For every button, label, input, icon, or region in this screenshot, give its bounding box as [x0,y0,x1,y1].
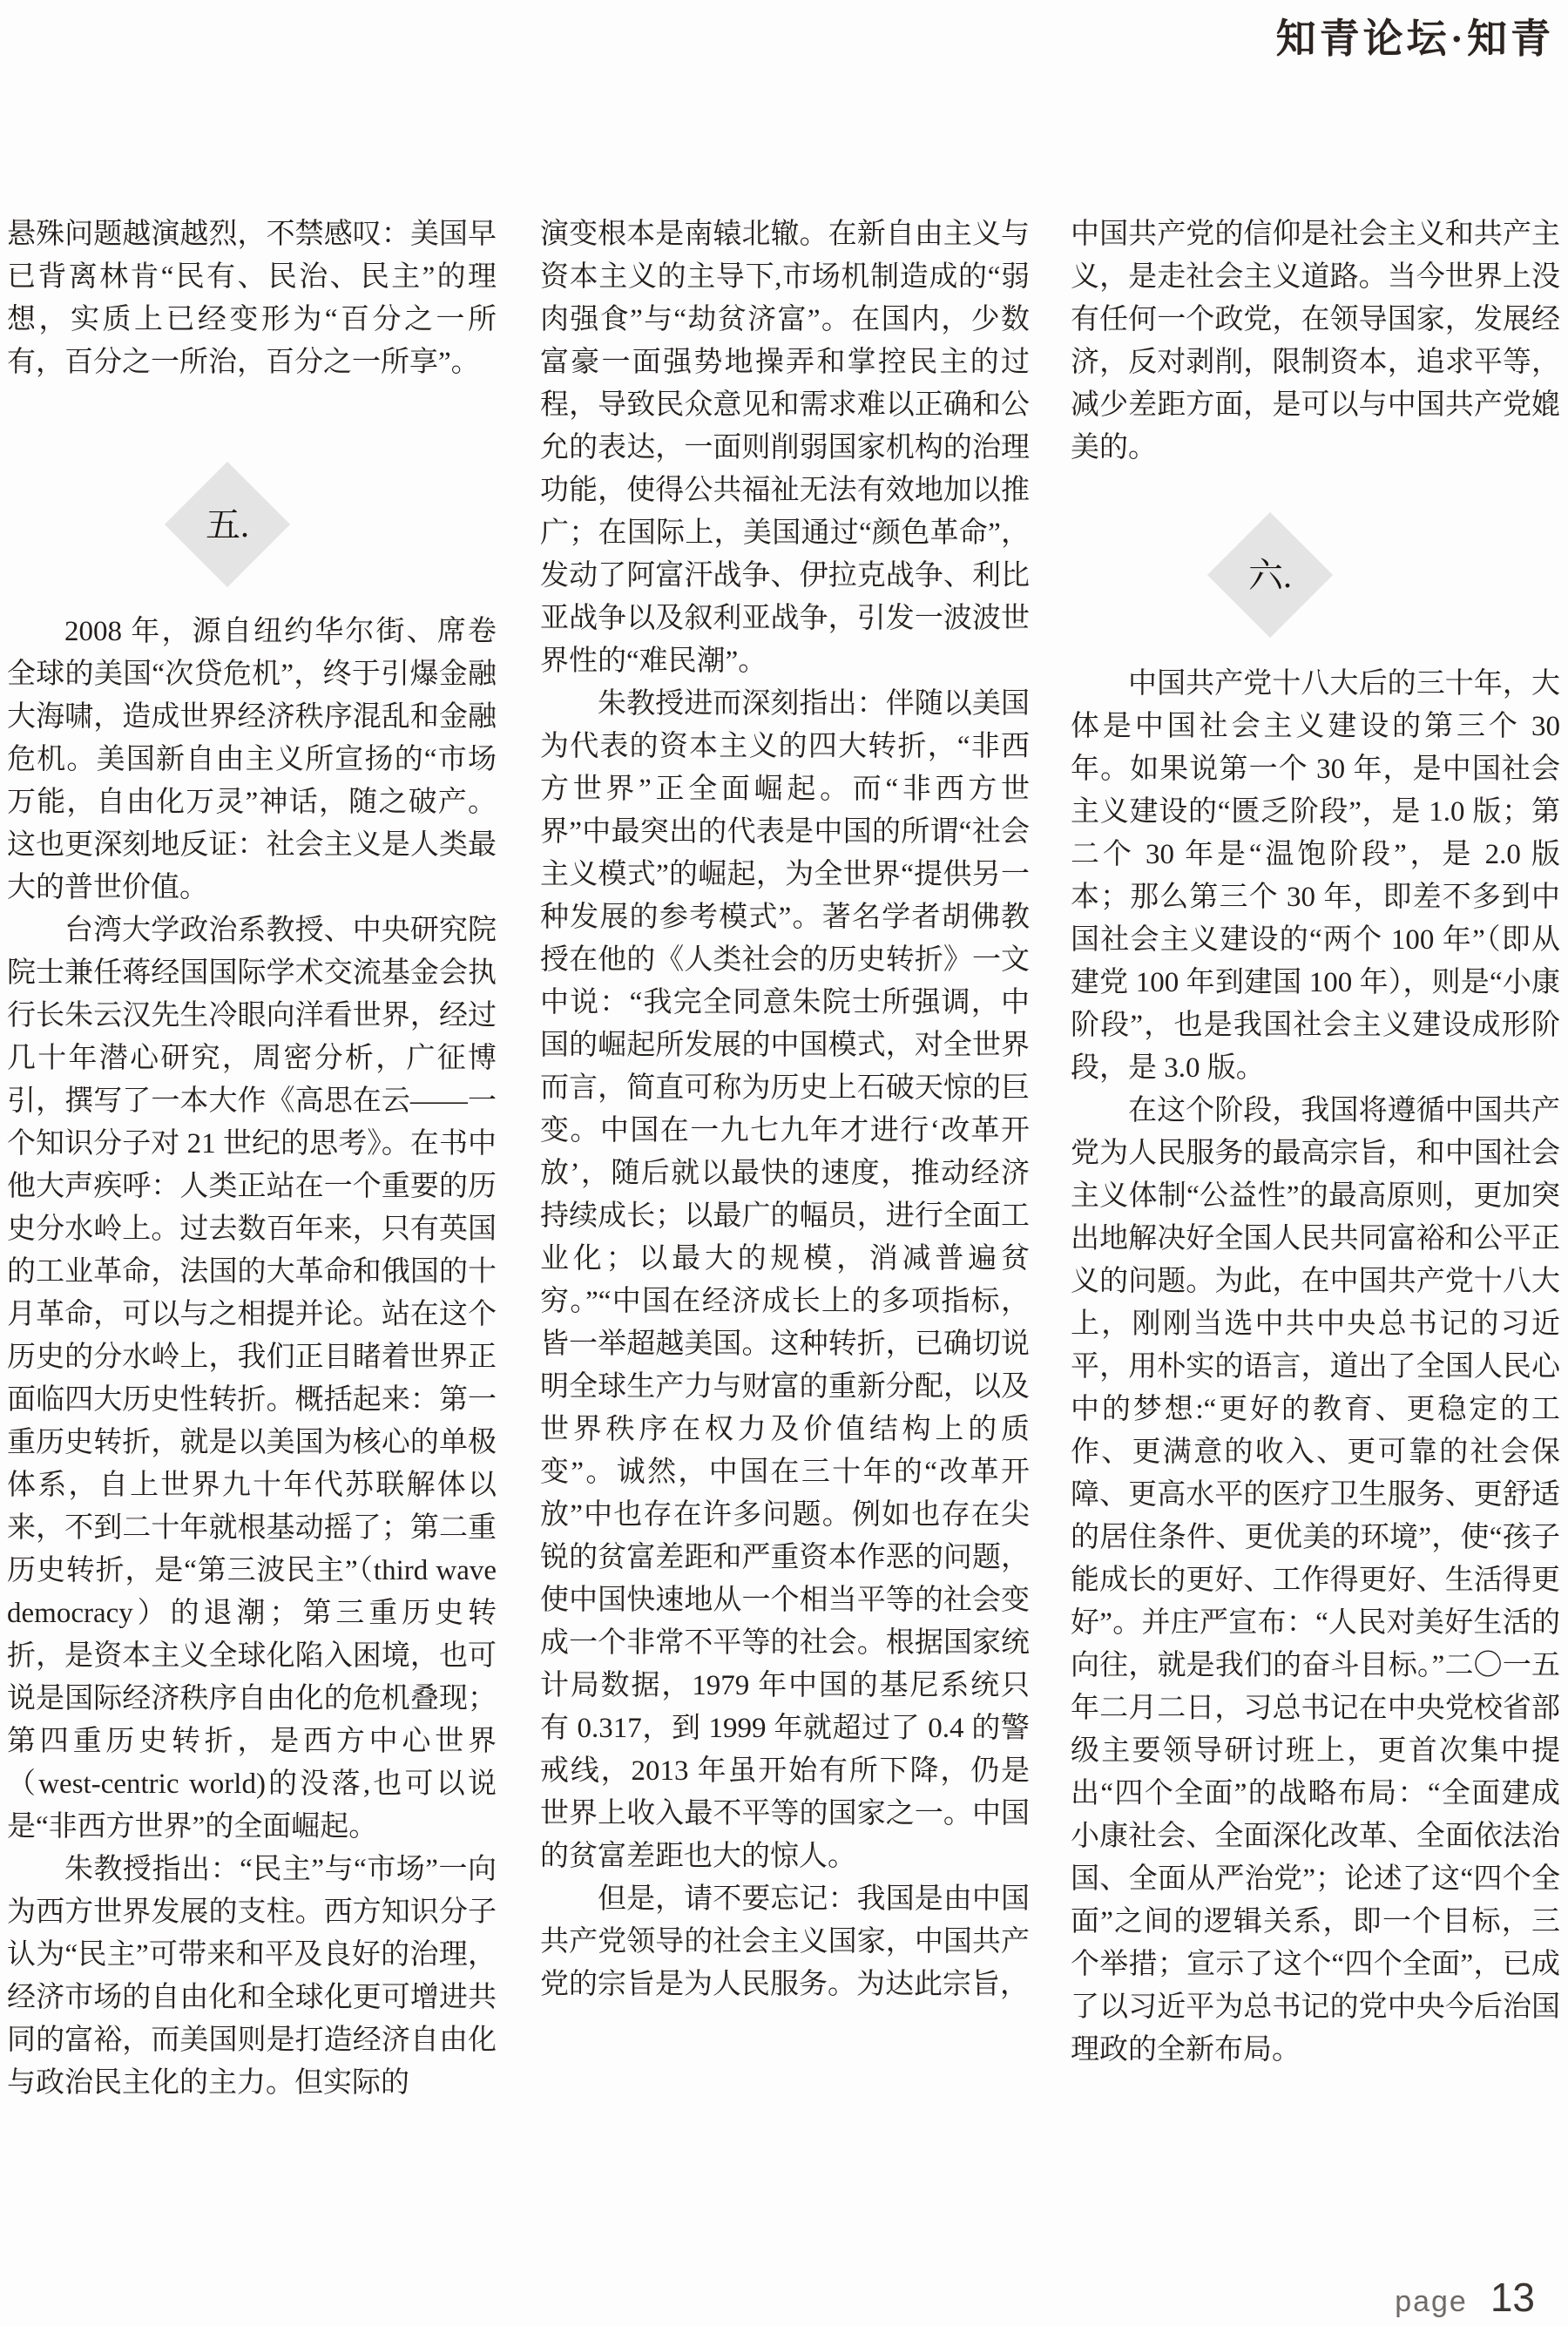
page-number: 13 [1490,2275,1535,2320]
body-paragraph: 朱教授进而深刻指出：伴随以美国为代表的资本主义的四大转折，“非西方世界”正全面崛起。而“非西方世界”中最突出的代表是中国的所谓“社会主义模式”的崛起，为全世界“提供另一种发展的参考模式”。著名学者胡佛教授在他的《人类社会的历史转折》一文中说：“我完全同意朱院士所强调，中国的崛起所发展的中国模式，对全世界而言，简直可称为历史上石破天惊的巨变。中国在一九七九年才进行‘改革开放’，随后就以最快的速度，推动经济持续成长；以最广的幅员，进行全面工业化；以最大的规模，消减普遍贫穷。”“中国在经济成长上的多项指标，皆一举超越美国。这种转折，已确切说明全球生产力与财富的重新分配，以及世界秩序在权力及价值结构上的质变”。诚然，中国在三十年的“改革开放”中也存在许多问题。例如也存在尖锐的贫富差距和严重资本作恶的问题，使中国快速地从一个相当平等的社会变成一个非常不平等的社会。根据国家统计局数据，1979 年中国的基尼系统只有 0.317，到 1999 年就超过了 0.4 的警戒线，2013 年虽开始有所下降，仍是世界上收入最不平等的国家之一。中国的贫富差距也大的惊人。 [540,688,1030,1872]
body-paragraph: 在这个阶段，我国将遵循中国共产党为人民服务的最高宗旨，和中国社会主义体制“公益性”的最高原则，更加突出地解决好全国人民共同富裕和公平正义的问题。为此，在中国共产党十八大上，刚刚当选中共中央总书记的习近平，用朴实的语言，道出了全国人民心中的梦想:“更好的教育、更稳定的工作、更满意的收入、更可靠的社会保障、更高水平的医疗卫生服务、更舒适的居住条件、更优美的环境”，使“孩子能成长的更好、工作得更好、生活得更好”。并庄严宣布：“人民对美好生活的向往，就是我们的奋斗目标。”二〇一五年二月二日，习总书记在中央党校省部级主要领导研讨班上，更首次集中提出“四个全面”的战略布局：“全面建成小康社会、全面深化改革、全面依法治国、全面从严治党”；论述了这“四个全面”之间的逻辑关系，即一个目标，三个举措；宣示了这个“四个全面”，已成了以习近平为总书记的党中央今后治国理政的全新布局。 [1071,1095,1560,2066]
section-marker-label: 五. [206,504,249,544]
body-paragraph: 悬殊问题越演越烈，不禁感叹：美国早已背离林肯“民有、民治、民主”的理想，实质上已经变形为“百分之一所有，百分之一所治，百分之一所享”。 [7,219,497,378]
body-paragraph: 朱教授指出：“民主”与“市场”一向为西方世界发展的支柱。西方知识分子认为“民主”可带来和平及良好的治理，经济市场的自由化和全球化更可增进共同的富裕，而美国则是打造经济自由化与政治民主化的主力。但实际的 [7,1854,497,2099]
page-title: 知青论坛·知青 [1275,17,1554,61]
body-paragraph: 中国共产党十八大后的三十年，大体是中国社会主义建设的第三个 30 年。如果说第一个 30 年，是中国社会主义建设的“匮乏阶段”，是 1.0 版；第二个 30 年是“温饱阶段”，是 2.0 版本；那么第三个 30 年，即差不多到中国社会主义建设的“两个 100 年”（即从建党 100 年到建国 100 年），则是“小康阶段”，也是我国社会主义建设成形阶段，是 3.0 版。 [1071,668,1560,1084]
section-marker-diamond [1206,511,1334,639]
text-column-1 [7,213,497,2105]
text-column-2 [540,213,1030,2006]
text-column-3 [1071,213,1560,2072]
section-marker-diamond [164,461,291,588]
body-paragraph: 但是，请不要忘记：我国是由中国共产党领导的社会主义国家，中国共产党的宗旨是为人民服务。为达此宗旨， [540,1883,1030,2000]
body-paragraph: 台湾大学政治系教授、中央研究院院士兼任蒋经国国际学术交流基金会执行长朱云汉先生冷眼向洋看世界，经过几十年潜心研究，周密分析，广征博引，撰写了一本大作《高思在云——一个知识分子对 21 世纪的思考》。在书中他大声疾呼：人类正站在一个重要的历史分水岭上。过去数百年来，只有英国的工业革命，法国的大革命和俄国的十月革命，可以与之相提并论。站在这个历史的分水岭上，我们正目睹着世界正面临四大历史性转折。概括起来：第一重历史转折，就是以美国为核心的单极体系，自上世界九十年代苏联解体以来，不到二十年就根基动摇了；第二重历史转折，是“第三波民主”（third wave democracy）的退潮；第三重历史转折，是资本主义全球化陷入困境，也可说是国际经济秩序自由化的危机叠现；第四重历史转折，是西方中心世界（west-centric world)的没落,也可以说是“非西方世界”的全面崛起。 [7,915,497,1843]
body-paragraph: 中国共产党的信仰是社会主义和共产主义，是走社会主义道路。当今世界上没有任何一个政党，在领导国家，发展经济，反对剥削，限制资本，追求平等，减少差距方面，是可以与中国共产党媲美的。 [1071,219,1560,463]
page-label: page [1395,2285,1468,2318]
page-footer [1395,2274,1535,2321]
body-paragraph: 2008 年，源自纽约华尔街、席卷全球的美国“次贷危机”，终于引爆金融大海啸，造成世界经济秩序混乱和金融危机。美国新自由主义所宣扬的“市场万能，自由化万灵”神话，随之破产。这也更深刻地反证：社会主义是人类最大的普世价值。 [7,616,497,903]
body-paragraph: 演变根本是南辕北辙。在新自由主义与资本主义的主导下,市场机制造成的“弱肉强食”与“劫贫济富”。在国内，少数富豪一面强势地操弄和掌控民主的过程，导致民众意见和需求难以正确和公允的表达，一面则削弱国家机构的治理功能，使得公共福祉无法有效地加以推广；在国际上，美国通过“颜色革命”，发动了阿富汗战争、伊拉克战争、利比亚战争以及叙利亚战争，引发一波波世界性的“难民潮”。 [540,219,1030,677]
section-marker-label: 六. [1248,555,1292,595]
